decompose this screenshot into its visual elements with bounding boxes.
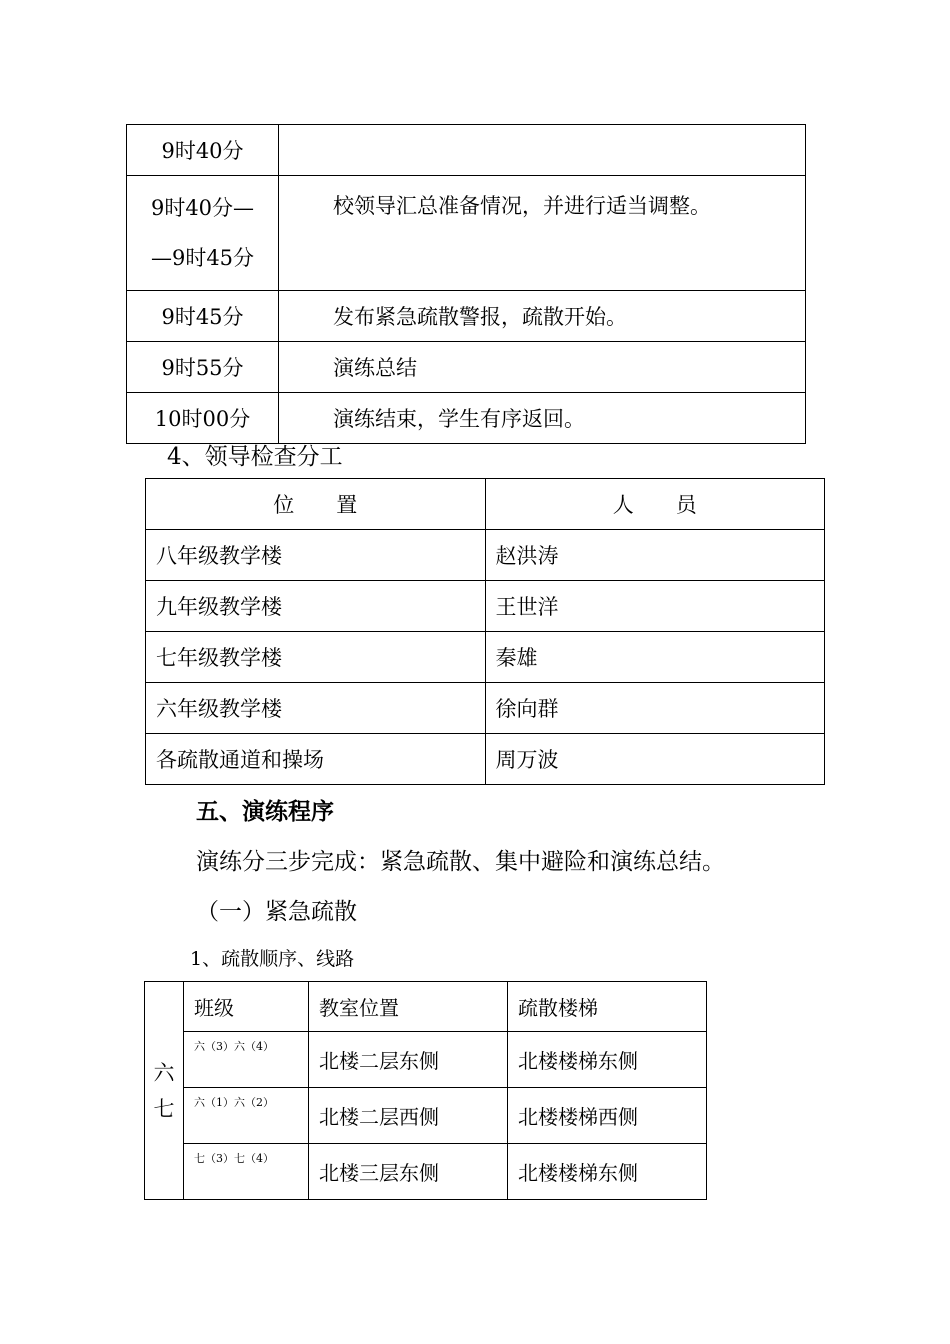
class-cell: 七（3）七（4） bbox=[184, 1144, 309, 1200]
grade-label-line1: 六 bbox=[153, 1060, 175, 1085]
schedule-desc: 校领导汇总准备情况，并进行适当调整。 bbox=[279, 176, 806, 291]
person-cell: 徐向群 bbox=[485, 683, 825, 734]
column-header-location: 位 置 bbox=[146, 479, 486, 530]
table-row bbox=[146, 632, 825, 683]
section-5-title: 五、演练程序 bbox=[196, 799, 334, 825]
schedule-time: 9时55分 bbox=[127, 342, 279, 393]
table-row bbox=[146, 734, 825, 785]
section-5-intro: 演练分三步完成：紧急疏散、集中避险和演练总结。 bbox=[196, 849, 725, 875]
table-header-row bbox=[146, 479, 825, 530]
table-row bbox=[145, 1144, 707, 1200]
table-header-row bbox=[145, 982, 707, 1032]
column-header-class: 班级 bbox=[184, 982, 309, 1032]
grade-label-cell bbox=[145, 982, 184, 1200]
schedule-desc bbox=[279, 125, 806, 176]
schedule-table bbox=[126, 124, 806, 444]
person-cell: 王世洋 bbox=[485, 581, 825, 632]
stair-cell: 北楼楼梯东侧 bbox=[508, 1032, 707, 1088]
schedule-desc: 演练结束，学生有序返回。 bbox=[279, 393, 806, 444]
table-row bbox=[127, 176, 806, 291]
location-cell: 六年级教学楼 bbox=[146, 683, 486, 734]
table-row bbox=[127, 125, 806, 176]
schedule-time: 10时00分 bbox=[127, 393, 279, 444]
room-cell: 北楼三层东侧 bbox=[309, 1144, 508, 1200]
class-cell: 六（1）六（2） bbox=[184, 1088, 309, 1144]
column-header-room: 教室位置 bbox=[309, 982, 508, 1032]
evacuation-table bbox=[144, 981, 707, 1200]
stair-cell: 北楼楼梯东侧 bbox=[508, 1144, 707, 1200]
section-4-title: 4、领导检查分工 bbox=[167, 444, 343, 470]
schedule-desc: 发布紧急疏散警报，疏散开始。 bbox=[279, 291, 806, 342]
schedule-time: 9时40分 bbox=[127, 125, 279, 176]
table-row bbox=[127, 291, 806, 342]
table-row bbox=[127, 393, 806, 444]
class-cell: 六（3）六（4） bbox=[184, 1032, 309, 1088]
table-row bbox=[145, 1088, 707, 1144]
leaders-table bbox=[145, 478, 825, 785]
column-header-stair: 疏散楼梯 bbox=[508, 982, 707, 1032]
person-cell: 赵洪涛 bbox=[485, 530, 825, 581]
grade-label-line2: 七 bbox=[153, 1096, 175, 1121]
table-row bbox=[146, 683, 825, 734]
schedule-time-line2: —9时45分 bbox=[150, 246, 255, 270]
schedule-time bbox=[127, 176, 279, 291]
stair-cell: 北楼楼梯西侧 bbox=[508, 1088, 707, 1144]
schedule-time: 9时45分 bbox=[127, 291, 279, 342]
location-cell: 九年级教学楼 bbox=[146, 581, 486, 632]
subsection-1-title: （一）紧急疏散 bbox=[196, 899, 357, 925]
person-cell: 秦雄 bbox=[485, 632, 825, 683]
schedule-desc: 演练总结 bbox=[279, 342, 806, 393]
location-cell: 各疏散通道和操场 bbox=[146, 734, 486, 785]
room-cell: 北楼二层东侧 bbox=[309, 1032, 508, 1088]
table-row bbox=[146, 581, 825, 632]
schedule-time-line1: 9时40分— bbox=[150, 196, 255, 220]
table-row bbox=[127, 342, 806, 393]
table-row bbox=[146, 530, 825, 581]
room-cell: 北楼二层西侧 bbox=[309, 1088, 508, 1144]
table-row bbox=[145, 1032, 707, 1088]
subsection-1-item-1: 1、疏散顺序、线路 bbox=[190, 948, 355, 970]
person-cell: 周万波 bbox=[485, 734, 825, 785]
column-header-person: 人 员 bbox=[485, 479, 825, 530]
location-cell: 七年级教学楼 bbox=[146, 632, 486, 683]
location-cell: 八年级教学楼 bbox=[146, 530, 486, 581]
